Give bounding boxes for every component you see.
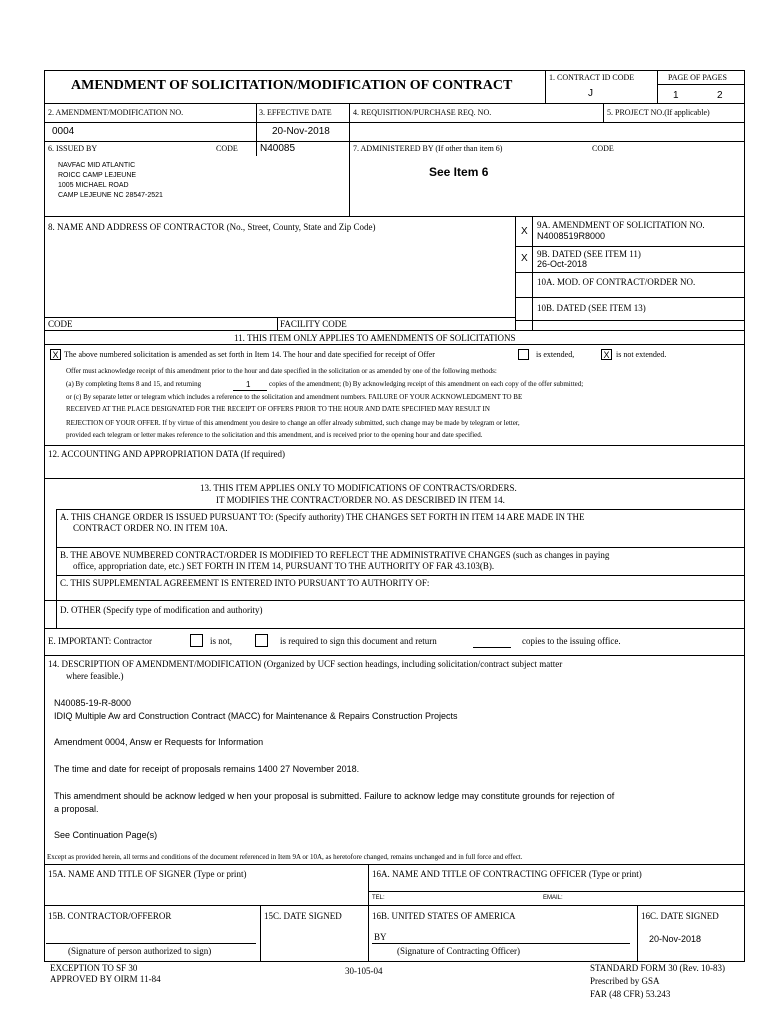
page-total: 2 bbox=[717, 90, 723, 101]
contractor-is-not-checkbox[interactable] bbox=[190, 634, 203, 647]
item-16c-label: 16C. DATE SIGNED bbox=[641, 911, 719, 921]
effective-date-label: 3. EFFECTIVE DATE bbox=[259, 108, 332, 117]
description-line: This amendment should be acknow ledged w hen your proposal is submitted. Failure to acknow ledge may constitute grounds for rejection of bbox=[54, 791, 615, 801]
footer-standard-form: STANDARD FORM 30 (Rev. 10-83) bbox=[590, 963, 725, 973]
tel-label: TEL: bbox=[372, 895, 385, 901]
contractor-is-required-checkbox[interactable] bbox=[255, 634, 268, 647]
item-12-label: 12. ACCOUNTING AND APPROPRIATION DATA (If required) bbox=[48, 449, 286, 459]
offer-line: Offer must acknowledge receipt of this amendment prior to the hour and date specified in the solicitation or as amended by one of the following methods: bbox=[66, 367, 497, 375]
offer-line: REJECTION OF YOUR OFFER. If by virtue of this amendment you desire to change an offer already submitted, such change may be made by telegram or letter, bbox=[66, 419, 520, 427]
copies-issuing-label: copies to the issuing office. bbox=[522, 636, 621, 646]
not-extended-checkbox[interactable]: X bbox=[601, 349, 612, 360]
offer-line: copies of the amendment; (b) By acknowledging receipt of this amendment on each copy of the offer submitted; bbox=[269, 380, 584, 388]
description-line: IDIQ Multiple Aw ard Construction Contract (MACC) for Maintenance & Repairs Construction Projects bbox=[54, 711, 458, 721]
footer-prescribed: Prescribed by GSA bbox=[590, 976, 660, 986]
item-e-label: E. IMPORTANT: Contractor bbox=[48, 636, 153, 646]
item-15b-label: 15B. CONTRACTOR/OFFEROR bbox=[48, 911, 172, 921]
page-of-pages-label: PAGE OF PAGES bbox=[668, 73, 727, 82]
administered-code-label: CODE bbox=[592, 144, 614, 153]
item-14-label: 14. DESCRIPTION OF AMENDMENT/MODIFICATION (Organized by UCF section headings, including solicitation/contract subject matter bbox=[48, 659, 563, 669]
item-13d-label: D. OTHER (Specify type of modification and authority) bbox=[60, 605, 263, 615]
administered-by-label: 7. ADMINISTERED BY (If other than item 6) bbox=[353, 144, 503, 153]
item-13-heading-2: IT MODIFIES THE CONTRACT/ORDER NO. AS DESCRIBED IN ITEM 14. bbox=[216, 495, 505, 505]
footer-far: FAR (48 CFR) 53.243 bbox=[590, 989, 671, 999]
code-label-8: CODE bbox=[48, 319, 73, 329]
contractor-label: 8. NAME AND ADDRESS OF CONTRACTOR (No., Street, County, State and Zip Code) bbox=[48, 222, 376, 232]
by-label: BY bbox=[374, 932, 387, 942]
item-14-label: where feasible.) bbox=[66, 671, 124, 681]
administered-by-value: See Item 6 bbox=[429, 165, 489, 179]
project-no-label: 5. PROJECT NO.(If applicable) bbox=[607, 108, 710, 117]
item-13-heading-1: 13. THIS ITEM APPLIES ONLY TO MODIFICATIONS OF CONTRACTS/ORDERS. bbox=[200, 483, 517, 493]
sig-officer-label: (Signature of Contracting Officer) bbox=[397, 946, 521, 956]
facility-code-label: FACILITY CODE bbox=[280, 319, 347, 329]
page-current: 1 bbox=[673, 90, 679, 101]
item-9a-label: 9A. AMENDMENT OF SOLICITATION NO. bbox=[537, 220, 705, 230]
item-15a-label: 15A. NAME AND TITLE OF SIGNER (Type or print) bbox=[48, 869, 247, 879]
amendment-no-label: 2. AMENDMENT/MODIFICATION NO. bbox=[48, 108, 184, 117]
issued-code-label: CODE bbox=[216, 144, 238, 153]
except-line: Except as provided herein, all terms and conditions of the document referenced in Item 9A or 10A, as heretofore changed, remains unchanged and in full force and effect. bbox=[47, 853, 523, 861]
offer-line: (a) By completing Items 8 and 15, and returning bbox=[66, 380, 202, 388]
copies-to-return-blank[interactable] bbox=[473, 647, 511, 648]
sig-person-label: (Signature of person authorized to sign) bbox=[68, 946, 212, 956]
item-11-text: The above numbered solicitation is amended as set forth in Item 14. The hour and date specified for receipt of Offer bbox=[64, 350, 435, 359]
is-not-label: is not, bbox=[210, 636, 233, 646]
issuer-address-line: ROICC CAMP LEJEUNE bbox=[58, 172, 137, 179]
item-9b-mark: X bbox=[521, 253, 528, 264]
contract-id-value: J bbox=[588, 88, 593, 99]
item-13c-label: C. THIS SUPPLEMENTAL AGREEMENT IS ENTERED INTO PURSUANT TO AUTHORITY OF: bbox=[60, 578, 430, 588]
description-line: a proposal. bbox=[54, 804, 99, 814]
description-line: N40085-19-R-8000 bbox=[54, 698, 132, 708]
requisition-label: 4. REQUISITION/PURCHASE REQ. NO. bbox=[353, 108, 492, 117]
item-9a-mark: X bbox=[521, 226, 528, 237]
item-9b-value: 26-Oct-2018 bbox=[537, 259, 588, 269]
is-extended-label: is extended, bbox=[536, 350, 575, 359]
issued-code-value: N40085 bbox=[260, 143, 296, 154]
not-extended-label: is not extended. bbox=[616, 350, 667, 359]
footer-approved: APPROVED BY OIRM 11-84 bbox=[50, 974, 161, 984]
description-line: See Continuation Page(s) bbox=[54, 830, 158, 840]
item-16b-label: 16B. UNITED STATES OF AMERICA bbox=[372, 911, 516, 921]
date-signed-value: 20-Nov-2018 bbox=[649, 934, 702, 944]
footer-exception: EXCEPTION TO SF 30 bbox=[50, 963, 138, 973]
item-13b-line: B. THE ABOVE NUMBERED CONTRACT/ORDER IS MODIFIED TO REFLECT THE ADMINISTRATIVE CHANGES (such as changes in paying bbox=[60, 550, 610, 560]
copies-value: 1 bbox=[246, 380, 251, 389]
issuer-address-line: NAVFAC MID ATLANTIC bbox=[58, 162, 136, 169]
effective-date-value: 20-Nov-2018 bbox=[272, 126, 330, 137]
item-13a-line: A. THIS CHANGE ORDER IS ISSUED PURSUANT TO: (Specify authority) THE CHANGES SET FORTH IN ITEM 14 ARE MADE IN THE bbox=[60, 512, 585, 522]
contract-id-label: 1. CONTRACT ID CODE bbox=[549, 73, 635, 82]
item-10a-label: 10A. MOD. OF CONTRACT/ORDER NO. bbox=[537, 277, 696, 287]
amendment-no-value: 0004 bbox=[52, 126, 75, 137]
issuer-address-line: CAMP LEJEUNE NC 28547-2521 bbox=[58, 192, 163, 199]
item-10b-label: 10B. DATED (SEE ITEM 13) bbox=[537, 303, 646, 313]
item-9a-value: N4008519R8000 bbox=[537, 231, 606, 241]
item-16a-label: 16A. NAME AND TITLE OF CONTRACTING OFFICER (Type or print) bbox=[372, 869, 642, 879]
description-line: Amendment 0004, Answ er Requests for Information bbox=[54, 737, 264, 747]
item-13b-line: office, appropriation date, etc.) SET FORTH IN ITEM 14, PURSUANT TO THE AUTHORITY OF FAR 43.103(B). bbox=[73, 561, 495, 571]
offer-line: provided each telegram or letter makes reference to the solicitation and this amendment, and is received prior to the opening hour and date specified. bbox=[66, 431, 483, 439]
offer-line: RECEIVED AT THE PLACE DESIGNATED FOR THE RECEIPT OF OFFERS PRIOR TO THE HOUR AND DATE SPECIFIED MAY RESULT IN bbox=[66, 405, 490, 413]
item-9b-label: 9B. DATED (SEE ITEM 11) bbox=[537, 249, 641, 259]
is-required-label: is required to sign this document and return bbox=[280, 636, 437, 646]
email-label: EMAIL: bbox=[543, 895, 563, 901]
issuer-address-line: 1005 MICHAEL ROAD bbox=[58, 182, 129, 189]
footer-form-number: 30-105-04 bbox=[345, 966, 383, 976]
form-title: AMENDMENT OF SOLICITATION/MODIFICATION OF CONTRACT bbox=[71, 78, 513, 93]
item-11-heading: 11. THIS ITEM ONLY APPLIES TO AMENDMENTS OF SOLICITATIONS bbox=[234, 333, 516, 343]
offer-line: or (c) By separate letter or telegram which includes a reference to the solicitation and amendment numbers. FAILURE OF YOUR ACKNOWLEDGMENT TO BE bbox=[66, 393, 523, 401]
item-11-checkbox[interactable]: X bbox=[50, 349, 61, 360]
is-extended-checkbox[interactable] bbox=[518, 349, 529, 360]
description-line: The time and date for receipt of proposals remains 1400 27 November 2018. bbox=[54, 764, 360, 774]
item-13a-line: CONTRACT ORDER NO. IN ITEM 10A. bbox=[73, 523, 228, 533]
copies-blank bbox=[233, 390, 267, 391]
issued-by-label: 6. ISSUED BY bbox=[48, 144, 98, 153]
item-15c-label: 15C. DATE SIGNED bbox=[264, 911, 342, 921]
